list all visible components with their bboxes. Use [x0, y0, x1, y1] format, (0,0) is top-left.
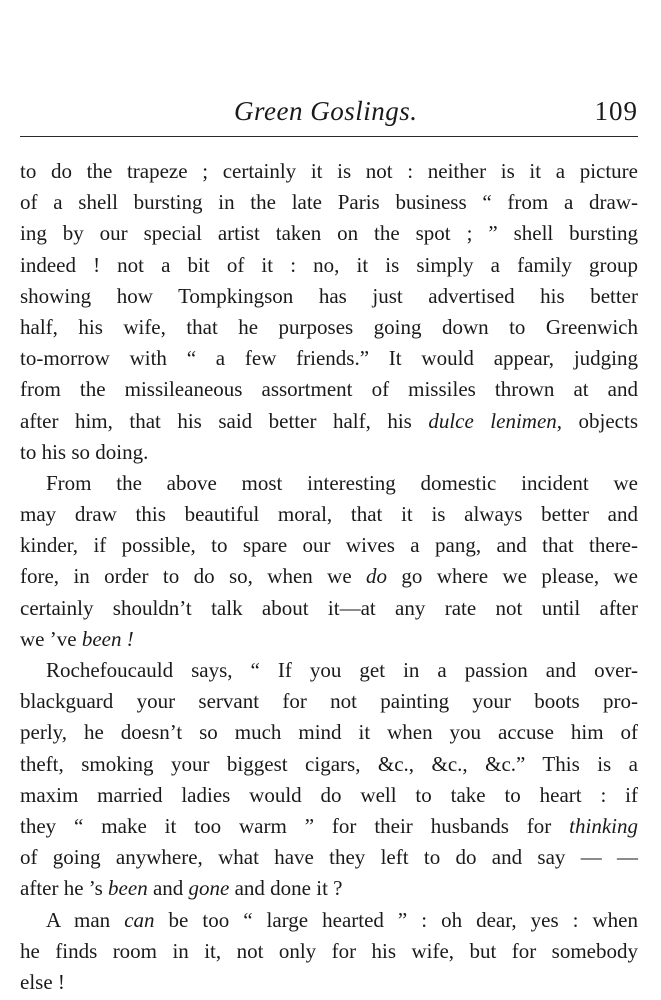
text-line: maxim married ladies would do well to take to heart : if: [20, 782, 638, 807]
text-line: they “ make it too warm ” for their husbands for thinking: [20, 813, 638, 838]
text-line: fore, in order to do so, when we do go where we please, we: [20, 564, 638, 589]
italic-phrase: dulce lenimen,: [428, 408, 563, 433]
italic-phrase: gone: [188, 876, 230, 901]
text-line: kinder, if possible, to spare our wives a pang, and that there-: [20, 533, 638, 558]
text-line: showing how Tompkingson has just advertised his better: [20, 283, 638, 308]
text-line: indeed ! not a bit of it : no, it is simply a family group: [20, 252, 638, 277]
text-line: Rochefoucauld says, “ If you get in a passion and over-: [46, 658, 638, 682]
text-line: to-morrow with “ a few friends.” It would appear, judging: [20, 346, 638, 371]
text-line: after him, that his said better half, his dulce lenimen, objects: [20, 408, 639, 433]
page-header: [20, 96, 638, 136]
text-line: he finds room in it, not only for his wife, but for somebody: [20, 938, 638, 963]
text-line: blackguard your servant for not painting your boots pro-: [20, 689, 638, 714]
page-number: 109: [594, 96, 638, 126]
text-line: after he ’s been and gone and done it ?: [20, 876, 343, 901]
text-line: From the above most interesting domestic incident we: [46, 470, 638, 495]
text-line: half, his wife, that he purposes going down to Greenwich: [20, 314, 638, 339]
text-line: may draw this beautiful moral, that it is always better and: [20, 502, 638, 527]
text-line: we ’ve been !: [20, 626, 134, 651]
text-line: else !: [20, 969, 65, 994]
text-line: to his so doing.: [20, 439, 149, 464]
italic-phrase: been !: [81, 626, 134, 651]
header-rule: [20, 136, 638, 137]
text-line: A man can be too “ large hearted ” : oh dear, yes : when: [46, 907, 638, 932]
text-line: certainly shouldn’t talk about it—at any rate not until after: [20, 595, 638, 620]
text-line: perly, he doesn’t so much mind it when you accuse him of: [20, 720, 638, 745]
italic-phrase: thinking: [569, 813, 638, 838]
running-title: Green Goslings.: [234, 96, 418, 126]
text-line: from the missileaneous assortment of missiles thrown at and: [20, 377, 638, 402]
body-text: [20, 156, 638, 998]
text-line: to do the trapeze ; certainly it is not : neither is it a picture: [20, 159, 638, 183]
text-line: of going anywhere, what have they left to do and say — —: [20, 845, 638, 870]
italic-phrase: been: [108, 876, 148, 901]
text-line: theft, smoking your biggest cigars, &c., &c., &c.” This is a: [20, 751, 638, 776]
text-line: of a shell bursting in the late Paris business “ from a draw-: [20, 190, 638, 215]
text-line: ing by our special artist taken on the spot ; ” shell bursting: [20, 221, 638, 246]
italic-phrase: do: [366, 564, 388, 589]
italic-phrase: can: [124, 907, 155, 932]
